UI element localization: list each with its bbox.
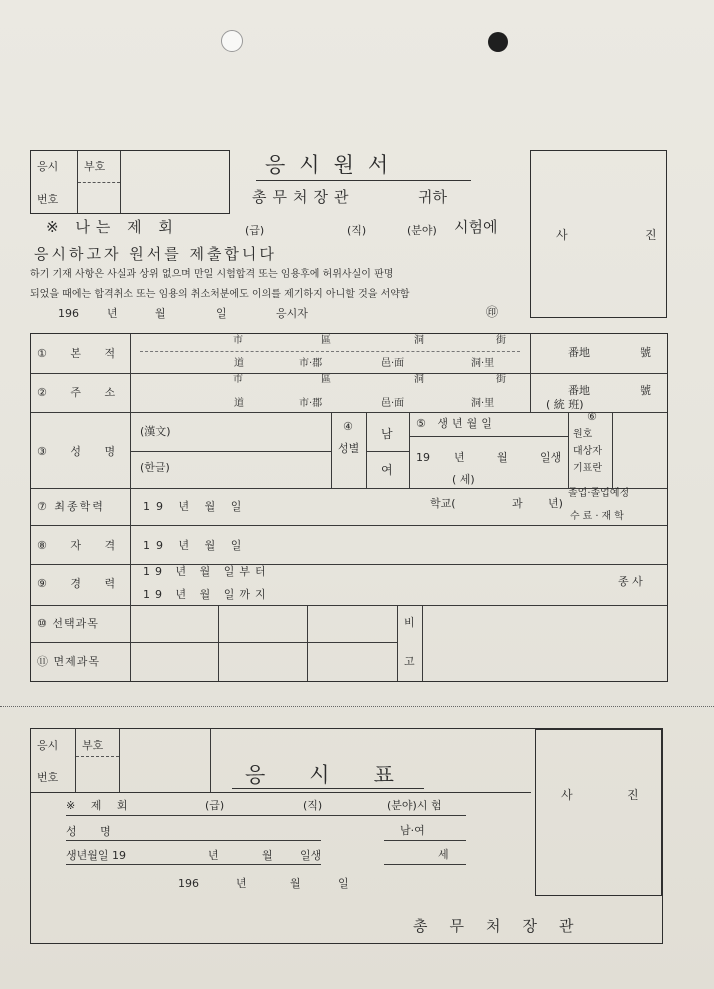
ticket-symbol-label: 부호 xyxy=(82,739,104,752)
sex-number: ④ xyxy=(343,420,353,433)
lot-label-2: 番地 xyxy=(568,384,590,397)
row-domicile-label: ① 본 적 xyxy=(37,347,126,360)
remarks-label1: 비 xyxy=(404,616,415,629)
rank-label: (직) xyxy=(347,224,367,237)
education-date: 19 년 월 일 xyxy=(143,500,248,513)
row-career-label: ⑨ 경 력 xyxy=(37,577,126,590)
field-label: (분야) xyxy=(407,224,437,237)
application-line1: ※ 나는 제 회 xyxy=(46,218,179,236)
ticket-issue-year: 196 xyxy=(178,877,199,890)
birth-year: 19 xyxy=(416,451,430,464)
lot-label: 番地 xyxy=(568,346,590,359)
photo-label: 사 xyxy=(556,228,568,242)
application-line2: 응시하고자 원서를 제출합니다 xyxy=(34,245,277,263)
ticket-month: 월 xyxy=(262,849,273,862)
app-day: 일 xyxy=(216,307,227,320)
street-label: 街 xyxy=(496,335,506,346)
row-education-label: ⑦ 최종학력 xyxy=(37,500,105,513)
ticket-issue-year-unit: 년 xyxy=(236,877,247,890)
city-county-label-2: 市·郡 xyxy=(299,398,323,409)
district-label: 區 xyxy=(321,335,331,346)
village-label-2: 洞·里 xyxy=(471,398,495,409)
tear-line xyxy=(0,706,714,707)
ticket-exam-number-label: 응시 xyxy=(37,739,59,752)
career-work-label: 종 사 xyxy=(618,575,643,588)
street-label-2: 街 xyxy=(496,374,506,385)
seal-mark: ㊞ xyxy=(486,305,499,319)
ticket-issue-day: 일 xyxy=(338,877,349,890)
application-title: 응시원서 xyxy=(265,153,403,177)
hanja-label: (漢文) xyxy=(140,425,171,438)
qualification-date: 19 년 월 일 xyxy=(143,539,248,552)
ticket-age: 세 xyxy=(438,848,449,861)
ticket-photo-box xyxy=(535,729,662,896)
ticket-issue-month: 월 xyxy=(290,877,301,890)
row-elective-label: ⑩ 선택과목 xyxy=(37,617,99,630)
veteran-label3: 기표란 xyxy=(573,463,602,474)
row-name-label: ③ 성 명 xyxy=(37,445,126,458)
sex-label: 성별 xyxy=(338,442,360,455)
app-year-unit: 년 xyxy=(107,307,118,320)
app-year: 196 xyxy=(58,307,79,320)
exam-label: 시험에 xyxy=(454,218,498,236)
birth-day: 일생 xyxy=(540,451,562,464)
career-from: 19 년 월 일부터 xyxy=(143,565,271,578)
number-label: 號 xyxy=(640,346,651,359)
veteran-number: ⑥ xyxy=(587,410,597,423)
city-county-label: 市·郡 xyxy=(299,358,323,369)
female-option: 여 xyxy=(381,463,393,477)
number-label-2: 號 xyxy=(640,384,651,397)
exam-number-label2: 번호 xyxy=(37,193,59,206)
ticket-year: 년 xyxy=(208,849,219,862)
veteran-label1: 원호 xyxy=(573,429,593,440)
school-label: 학교( xyxy=(430,497,456,510)
ticket-name-label: 성 명 xyxy=(66,825,121,838)
ticket-exam-number-label2: 번호 xyxy=(37,771,59,784)
age-label: ( 세) xyxy=(452,473,475,486)
symbol-label: 부호 xyxy=(84,160,106,173)
pledge-line1: 하기 기재 사항은 사실과 상위 없으며 만일 시험합격 또는 임용후에 허위사실이 판명 xyxy=(30,269,394,280)
province-label: 道 xyxy=(234,358,244,369)
ticket-birth-label: 생년월일 19 xyxy=(66,849,126,862)
row-qualification-label: ⑧ 자 격 xyxy=(37,539,126,552)
male-option: 남 xyxy=(381,427,393,441)
ticket-title: 응시표 xyxy=(245,763,438,787)
tongban-label: ( 統 班) xyxy=(546,398,584,411)
exam-number-box xyxy=(30,150,230,214)
ticket-line1: ※ 제 회 xyxy=(66,799,134,812)
ticket-photo-label: 사 xyxy=(561,788,573,802)
city-label: 市 xyxy=(233,335,243,346)
ticket-sex: 남·여 xyxy=(400,824,425,837)
dept-label: 과 xyxy=(512,497,523,510)
graduation-status1: 졸업·졸업예정 xyxy=(568,488,630,499)
punch-hole-left xyxy=(221,30,243,52)
pledge-line2: 되었을 때에는 합격취소 또는 임용의 취소처분에도 이의를 제기하지 아니할 것을 서약함 xyxy=(30,289,410,300)
ticket-rank: (직) xyxy=(303,799,323,812)
grade-label: (급) xyxy=(245,224,265,237)
village-label: 洞·里 xyxy=(471,358,495,369)
veteran-label2: 대상자 xyxy=(573,446,602,457)
row-exempt-label: ⑪ 면제과목 xyxy=(37,655,101,668)
ticket-grade: (급) xyxy=(205,799,225,812)
career-to: 19 년 월 일까지 xyxy=(143,588,271,601)
city-label-2: 市 xyxy=(233,374,243,385)
photo-label2: 진 xyxy=(645,228,657,242)
graduation-status2: 수료·재학 xyxy=(570,511,627,522)
honorific: 귀하 xyxy=(418,188,447,206)
ticket-photo-label2: 진 xyxy=(627,788,639,802)
exam-number-label: 응시 xyxy=(37,160,59,173)
addressee: 총무처장관 xyxy=(252,188,355,206)
row-address-label: ② 주 소 xyxy=(37,386,126,399)
app-month: 월 xyxy=(155,307,166,320)
birth-month: 월 xyxy=(497,451,508,464)
province-label-2: 道 xyxy=(234,398,244,409)
birth-year-unit: 년 xyxy=(454,451,465,464)
applicant-label: 응시자 xyxy=(276,307,308,320)
birthdate-label: ⑤ 생년월일 xyxy=(416,417,496,430)
ticket-field: (분야)시 험 xyxy=(387,799,442,812)
ticket-issuer: 총무처장관 xyxy=(413,917,596,935)
grade-year-label: 년) xyxy=(548,497,563,510)
ticket-day: 일생 xyxy=(300,849,322,862)
town-label-2: 邑·面 xyxy=(381,398,405,409)
town-label: 邑·面 xyxy=(381,358,405,369)
remarks-label2: 고 xyxy=(404,655,415,668)
district-label-2: 區 xyxy=(321,374,331,385)
punch-hole-right xyxy=(488,32,508,52)
dong-label-2: 洞 xyxy=(414,374,424,385)
dong-label: 洞 xyxy=(414,335,424,346)
hangul-label: (한글) xyxy=(140,461,170,474)
